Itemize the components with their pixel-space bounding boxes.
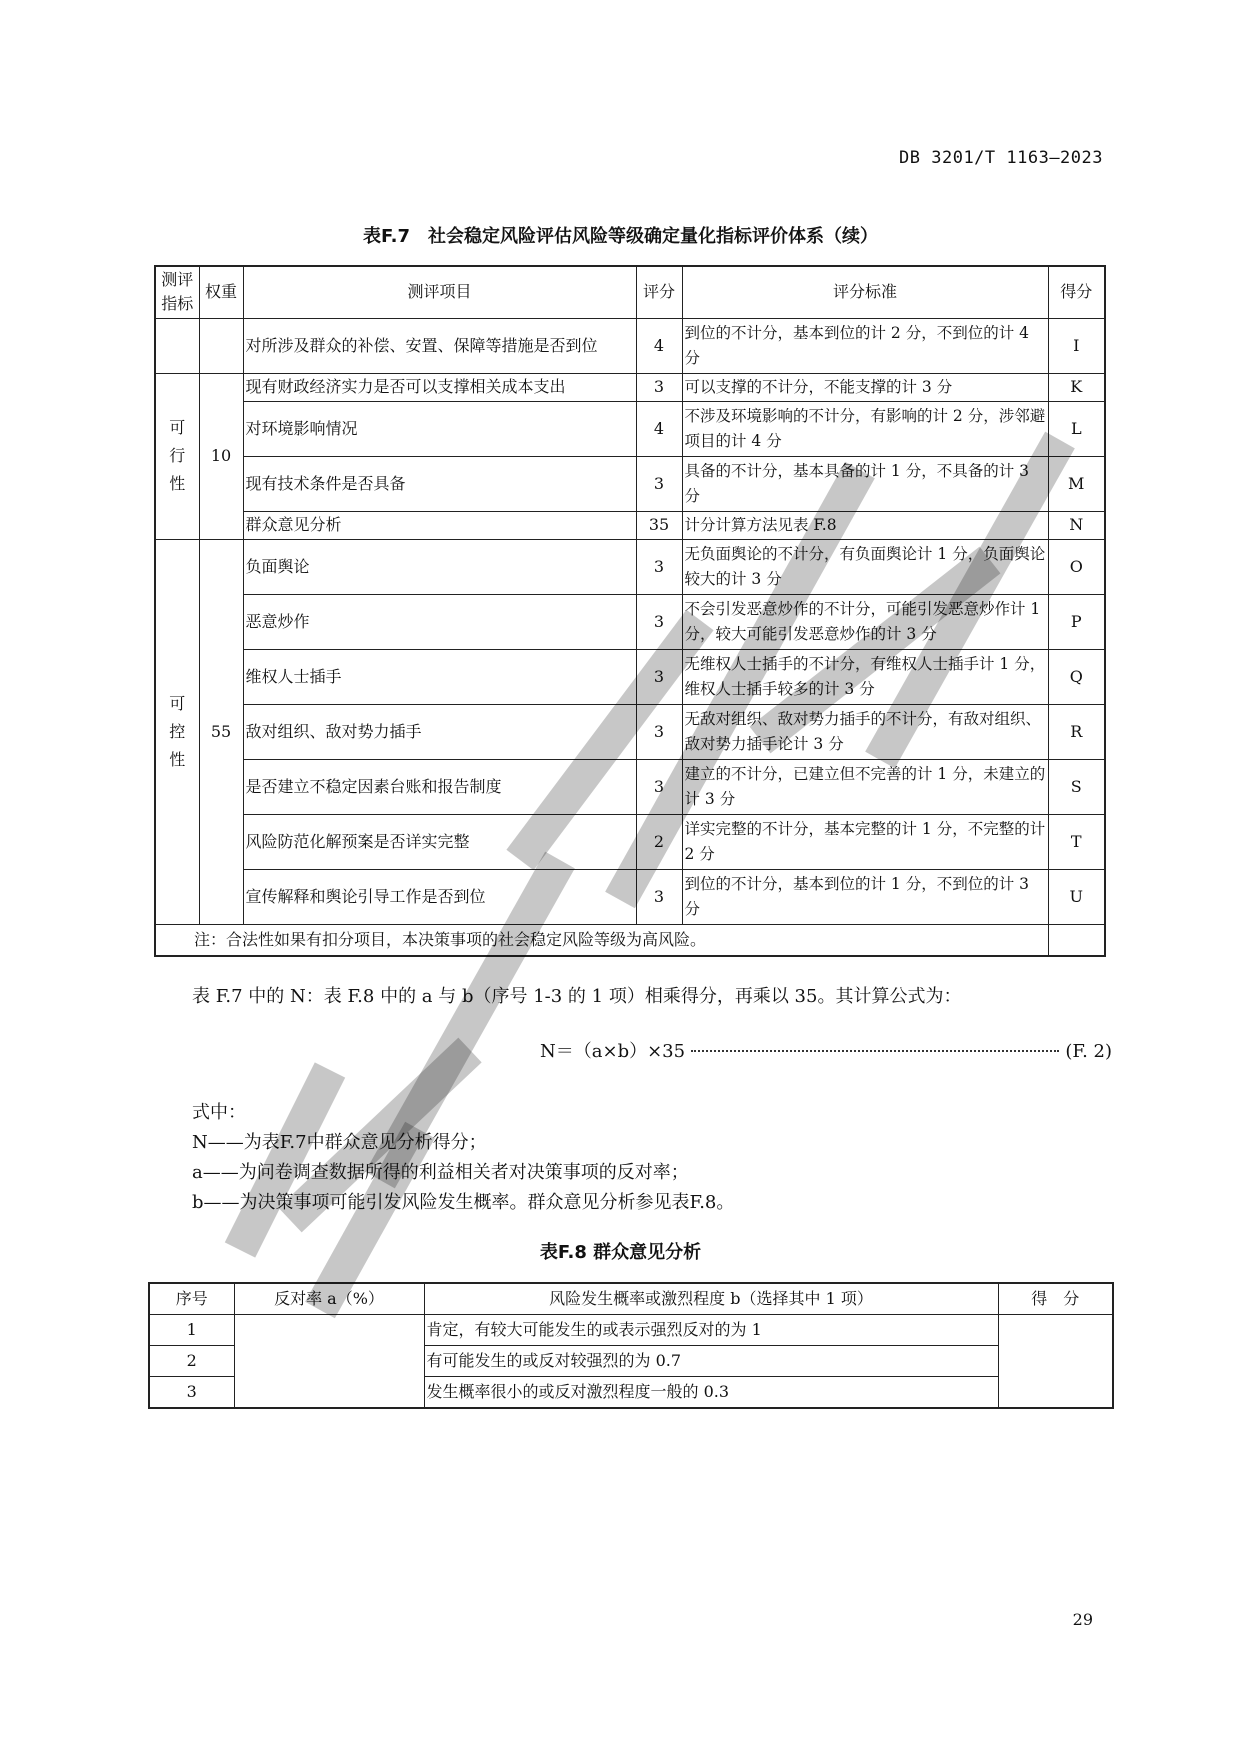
page-number: 29 <box>1072 1610 1093 1629</box>
score-cell: 3 <box>636 704 682 759</box>
item-cell: 对环境影响情况 <box>243 401 636 456</box>
result-cell: L <box>1048 401 1105 456</box>
header-rate: 反对率 a（%） <box>234 1283 424 1315</box>
header-item: 测评项目 <box>243 266 636 318</box>
score-cell-empty <box>998 1315 1113 1409</box>
item-cell: 现有技术条件是否具备 <box>243 456 636 511</box>
prob-cell: 肯定，有较大可能发生的或表示强烈反对的为 1 <box>424 1315 998 1346</box>
table-row <box>155 759 1105 814</box>
table-row <box>155 539 1105 594</box>
standard-cell: 无负面舆论的不计分，有负面舆论计 1 分，负面舆论较大的计 3 分 <box>682 539 1048 594</box>
where-label: 式中： <box>192 1102 246 1123</box>
score-cell: 3 <box>636 539 682 594</box>
score-cell: 35 <box>636 511 682 539</box>
formula-leader-dots <box>691 1050 1059 1052</box>
table-row <box>155 456 1105 511</box>
item-cell: 恶意炒作 <box>243 594 636 649</box>
table-row <box>155 373 1105 401</box>
formula-expression: N＝（a×b）×35 <box>540 1041 686 1062</box>
score-cell: 3 <box>636 594 682 649</box>
header-prob: 风险发生概率或激烈程度 b（选择其中 1 项） <box>424 1283 998 1315</box>
no-cell: 1 <box>149 1315 234 1346</box>
result-cell: I <box>1048 318 1105 373</box>
result-cell: K <box>1048 373 1105 401</box>
table-row <box>149 1315 1113 1346</box>
header-score: 得 分 <box>998 1283 1113 1315</box>
header-indicator: 测评指标 <box>155 266 199 318</box>
table-row <box>155 649 1105 704</box>
standard-cell: 不涉及环境影响的不计分，有影响的计 2 分，涉邻避项目的计 4 分 <box>682 401 1048 456</box>
table-f7 <box>154 265 1106 957</box>
standard-cell: 无敌对组织、敌对势力插手的不计分，有敌对组织、敌对势力插手论计 3 分 <box>682 704 1048 759</box>
result-cell: U <box>1048 869 1105 924</box>
table-row <box>155 594 1105 649</box>
definition-b: b——为决策事项可能引发风险发生概率。群众意见分析参见表F.8。 <box>192 1192 735 1213</box>
table-row <box>155 401 1105 456</box>
table-row <box>155 814 1105 869</box>
header-standard: 评分标准 <box>682 266 1048 318</box>
table-f8-caption: 表F.8 群众意见分析 <box>539 1242 702 1263</box>
weight-controllability: 55 <box>199 539 243 924</box>
standard-cell: 到位的不计分，基本到位的计 1 分，不到位的计 3 分 <box>682 869 1048 924</box>
standard-cell: 无维权人士插手的不计分，有维权人士插手计 1 分，维权人士插手较多的计 3 分 <box>682 649 1048 704</box>
item-cell: 风险防范化解预案是否详实完整 <box>243 814 636 869</box>
score-cell: 3 <box>636 759 682 814</box>
result-cell: R <box>1048 704 1105 759</box>
standard-cell: 具备的不计分，基本具备的计 1 分，不具备的计 3 分 <box>682 456 1048 511</box>
score-cell: 3 <box>636 373 682 401</box>
document-id: DB 3201/T 1163—2023 <box>899 148 1103 168</box>
formula-f2 <box>540 1037 1112 1063</box>
item-cell: 是否建立不稳定因素台账和报告制度 <box>243 759 636 814</box>
result-cell: P <box>1048 594 1105 649</box>
table-row <box>155 704 1105 759</box>
definition-n: N——为表F.7中群众意见分析得分； <box>192 1132 487 1153</box>
item-cell: 敌对组织、敌对势力插手 <box>243 704 636 759</box>
header-result: 得分 <box>1048 266 1105 318</box>
item-cell: 现有财政经济实力是否可以支撑相关成本支出 <box>243 373 636 401</box>
header-weight: 权重 <box>199 266 243 318</box>
score-cell: 3 <box>636 456 682 511</box>
score-cell: 3 <box>636 869 682 924</box>
formula-number: (F. 2) <box>1065 1041 1112 1062</box>
rate-cell-empty <box>234 1315 424 1409</box>
standard-cell: 建立的不计分，已建立但不完善的计 1 分，未建立的计 3 分 <box>682 759 1048 814</box>
header-no: 序号 <box>149 1283 234 1315</box>
item-cell: 负面舆论 <box>243 539 636 594</box>
score-cell: 4 <box>636 318 682 373</box>
table-f7-note: 注：合法性如果有扣分项目，本决策事项的社会稳定风险等级为高风险。 <box>155 924 1048 956</box>
indicator-cell-empty <box>155 318 199 373</box>
score-cell: 3 <box>636 649 682 704</box>
no-cell: 2 <box>149 1346 234 1377</box>
paragraph-n-formula-intro: 表 F.7 中的 N：表 F.8 中的 a 与 b（序号 1-3 的 1 项）相乘得分，再乘以 35。其计算公式为： <box>192 986 962 1007</box>
item-cell: 维权人士插手 <box>243 649 636 704</box>
result-cell: S <box>1048 759 1105 814</box>
definition-a: a——为问卷调查数据所得的利益相关者对决策事项的反对率； <box>192 1162 689 1183</box>
standard-cell: 可以支撑的不计分，不能支撑的计 3 分 <box>682 373 1048 401</box>
item-cell: 对所涉及群众的补偿、安置、保障等措施是否到位 <box>243 318 636 373</box>
item-cell: 群众意见分析 <box>243 511 636 539</box>
score-cell: 2 <box>636 814 682 869</box>
table-f8 <box>148 1282 1114 1409</box>
standard-cell: 不会引发恶意炒作的不计分，可能引发恶意炒作计 1 分，较大可能引发恶意炒作的计 3 分 <box>682 594 1048 649</box>
weight-feasibility: 10 <box>199 373 243 539</box>
table-row <box>149 1283 1113 1315</box>
prob-cell: 有可能发生的或反对较强烈的为 0.7 <box>424 1346 998 1377</box>
no-cell: 3 <box>149 1377 234 1409</box>
table-row <box>155 924 1105 956</box>
group-feasibility: 可行性 <box>155 373 199 539</box>
standard-cell: 详实完整的不计分，基本完整的计 1 分，不完整的计 2 分 <box>682 814 1048 869</box>
result-cell: M <box>1048 456 1105 511</box>
standard-cell: 计分计算方法见表 F.8 <box>682 511 1048 539</box>
group-controllability: 可控性 <box>155 539 199 924</box>
score-cell: 4 <box>636 401 682 456</box>
table-row <box>155 318 1105 373</box>
table-row <box>155 266 1105 318</box>
weight-cell-empty <box>199 318 243 373</box>
table-f7-caption: 表F.7 社会稳定风险评估风险等级确定量化指标评价体系（续） <box>362 226 878 247</box>
item-cell: 宣传解释和舆论引导工作是否到位 <box>243 869 636 924</box>
prob-cell: 发生概率很小的或反对激烈程度一般的 0.3 <box>424 1377 998 1409</box>
result-cell: Q <box>1048 649 1105 704</box>
result-cell: T <box>1048 814 1105 869</box>
note-result-empty <box>1048 924 1105 956</box>
header-score: 评分 <box>636 266 682 318</box>
table-row <box>155 511 1105 539</box>
table-row <box>155 869 1105 924</box>
result-cell: N <box>1048 511 1105 539</box>
result-cell: O <box>1048 539 1105 594</box>
standard-cell: 到位的不计分，基本到位的计 2 分，不到位的计 4 分 <box>682 318 1048 373</box>
